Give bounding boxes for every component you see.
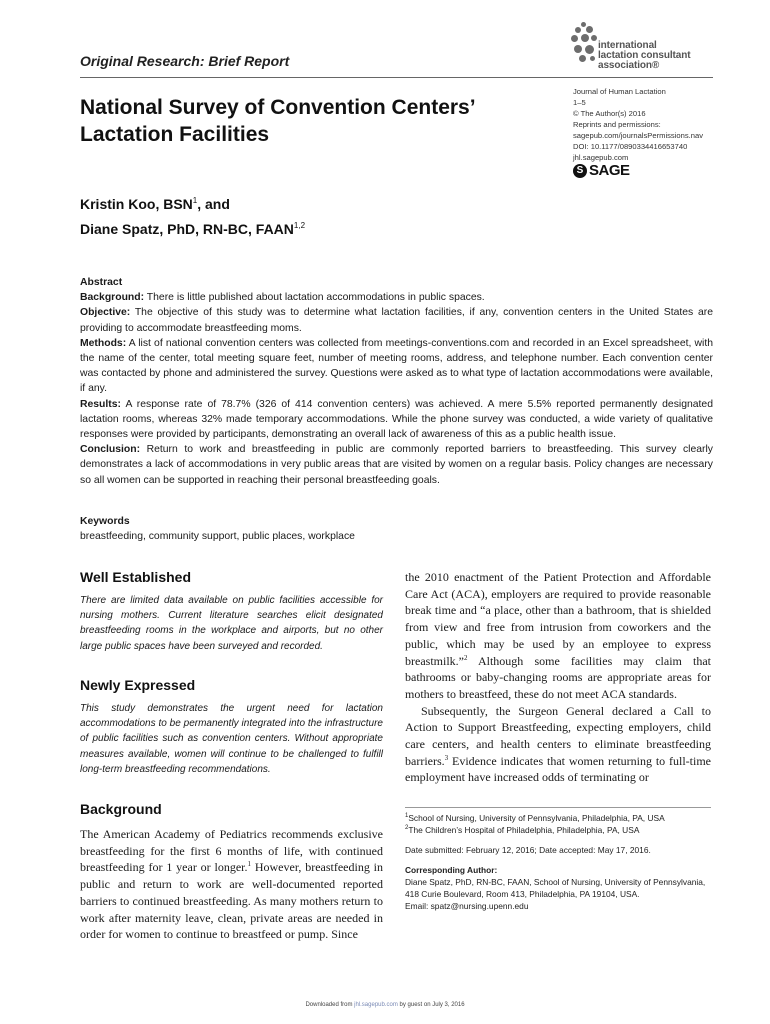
newly-expressed-text: This study demonstrates the urgent need for lactation accommodations to be permanently integrated into the infrastructure of public facilities such as convention centers. Without appropriate measures available, women will continue to be challenged to fulfill long-term breastfeeding recommendations. bbox=[80, 703, 383, 775]
background-text: The American Academy of Pediatrics recommends exclusive breastfeeding for the first 6 months of life, with continued breastfeeding for 1 year or longer.$^1$ However, breastfeeding in public and return to work are well-documented reported barriers to continued breastfeeding. As many mothers return to work after maternity leave, clean, private areas are needed in order for women to continue to breastfeed or pump. Since bbox=[80, 827, 384, 942]
header-divider bbox=[80, 77, 713, 78]
keywords-heading: Keywords bbox=[80, 516, 130, 527]
abstract-results: Results: A response rate of 78.7% (326 of 414 convention centers) was achieved. A mere 5.5% reported permanently designated lactation rooms, whereas 32% made temporary accommodations. While the phone survey was conducted, a wide variety of qualitative responses were provided by participants, demonstrating an overall lack of awareness of this as a public health issue. bbox=[80, 398, 713, 441]
newly-expressed-heading: Newly Expressed bbox=[80, 677, 196, 693]
permissions-link[interactable]: sagepub.com/journalsPermissions.nav bbox=[573, 131, 704, 140]
page-range: 1–5 bbox=[573, 98, 586, 107]
sage-logo bbox=[573, 162, 630, 179]
footnotes bbox=[405, 812, 711, 912]
corresponding-author-email[interactable]: Email: spatz@nursing.upenn.edu bbox=[405, 901, 529, 911]
author-2: Diane Spatz, PhD, RN-BC, FAAN bbox=[80, 221, 294, 237]
journal-url[interactable]: jhl.sagepub.com bbox=[573, 153, 629, 162]
article-category: Original Research: Brief Report bbox=[80, 53, 290, 69]
ilca-logo bbox=[570, 22, 720, 72]
submission-dates: Date submitted: February 12, 2016; Date accepted: May 17, 2016. bbox=[405, 845, 651, 855]
author-1: Kristin Koo, BSN bbox=[80, 196, 193, 212]
doi[interactable]: DOI: 10.1177/0890334416653740 bbox=[573, 142, 688, 151]
affiliation-1: $^1$School of Nursing, University of Pennsylvania, Philadelphia, PA, USA bbox=[405, 813, 665, 823]
body-right-column bbox=[405, 569, 711, 786]
reprints-label: Reprints and permissions: bbox=[573, 120, 661, 129]
logo-line-3: association® bbox=[598, 60, 660, 71]
abstract-background: Background: There is little published about lactation accommodations in public spaces. bbox=[80, 292, 485, 304]
corresponding-author-heading: Corresponding Author: bbox=[405, 865, 498, 875]
journal-info bbox=[573, 86, 703, 163]
keywords-list: breastfeeding, community support, public places, workplace bbox=[80, 531, 355, 542]
author-2-affiliation: 1,2 bbox=[293, 221, 306, 230]
background-heading: Background bbox=[80, 801, 162, 817]
download-footer: Downloaded from jhl.sagepub.com by guest on July 3, 2016 bbox=[305, 1002, 465, 1008]
abstract-objective: Objective: The objective of this study was to determine what lactation facilities, if any, convention centers in the United States are providing to accommodate breastfeeding moms. bbox=[80, 307, 714, 334]
reference-2[interactable]: 2 bbox=[463, 653, 468, 662]
well-established-heading: Well Established bbox=[80, 569, 191, 585]
paragraph-surgeon-general: Subsequently, the Surgeon General declared a Call to Action to Support Breastfeeding, expecting employers, child care centers, and health centers to eliminate breastfeeding barriers.$^3$ Evidence indicates that women returning to full-time employment have increased odds of terminating or bbox=[405, 703, 711, 785]
article-title: National Survey of Convention Centers’ Lactation Facilities bbox=[80, 96, 475, 146]
copyright: © The Author(s) 2016 bbox=[573, 109, 646, 118]
sage-mark-icon: S bbox=[573, 164, 587, 178]
footnote-divider bbox=[405, 807, 711, 808]
reference-1[interactable]: 1 bbox=[247, 860, 251, 869]
logo-line-1: international bbox=[598, 40, 657, 51]
journal-name: Journal of Human Lactation bbox=[573, 87, 666, 96]
reference-3[interactable]: 3 bbox=[444, 753, 449, 762]
keywords bbox=[80, 514, 713, 544]
sage-wordmark: SAGE bbox=[589, 162, 630, 179]
author-list: Kristin Koo, BSN$^1$, and Diane Spatz, PhD, RN-BC, FAAN$^{1,2}$ bbox=[80, 196, 306, 237]
paragraph-aca: the 2010 enactment of the Patient Protection and Affordable Care Act (ACA), employers are required to provide reasonable break time and “a place, other than a bathroom, that is shielded from view and free from intrusion from coworkers and the public, which may be used by an employee to express breastmilk.”$^2$ Although some facilities may claim that bathrooms or baby-changing rooms are appropriate areas for mothers to breastfeed, these do not meet ACA standards. bbox=[405, 570, 711, 701]
affiliation-2: $^2$The Children’s Hospital of Philadelphia, Philadelphia, PA, USA bbox=[405, 825, 640, 835]
logo-line-2: lactation consultant bbox=[598, 50, 691, 61]
abstract-methods: Methods: A list of national convention centers was collected from meetings-conventions.com and recorded in an Excel spreadsheet, with the name of the center, total meeting square feet, number of meeting rooms, address, and telephone number. Each convention center was contacted by phone and administered the survey. Questions were asked as to what type of lactation accommodations were available, if any. bbox=[80, 337, 713, 395]
well-established-text: There are limited data available on public facilities accessible for nursing mothers. Current literature searches elicit designated breastfeeding rooms in the workplace and airports, but no other large public spaces have been surveyed and recorded. bbox=[80, 595, 383, 652]
abstract-heading: Abstract bbox=[80, 277, 123, 288]
abstract-conclusion: Conclusion: Return to work and breastfeeding in public are commonly reported barriers to breastfeeding. This survey clearly demonstrates a lack of accommodations in very public areas that are visited by women on a regular basis. Policy changes are necessary so all women can be supported in reaching their personal breastfeeding goals. bbox=[80, 444, 714, 486]
abstract bbox=[80, 275, 713, 488]
corresponding-author-address: Diane Spatz, PhD, RN-BC, FAAN, School of Nursing, University of Pennsylvania, 418 Curie Boulevard, Room 413, Philadelphia, PA 19104, USA. bbox=[405, 877, 706, 899]
author-1-affiliation: 1 bbox=[192, 196, 198, 205]
logo-dots-icon bbox=[570, 22, 600, 66]
footer-link[interactable]: jhl.sagepub.com bbox=[354, 1002, 398, 1008]
